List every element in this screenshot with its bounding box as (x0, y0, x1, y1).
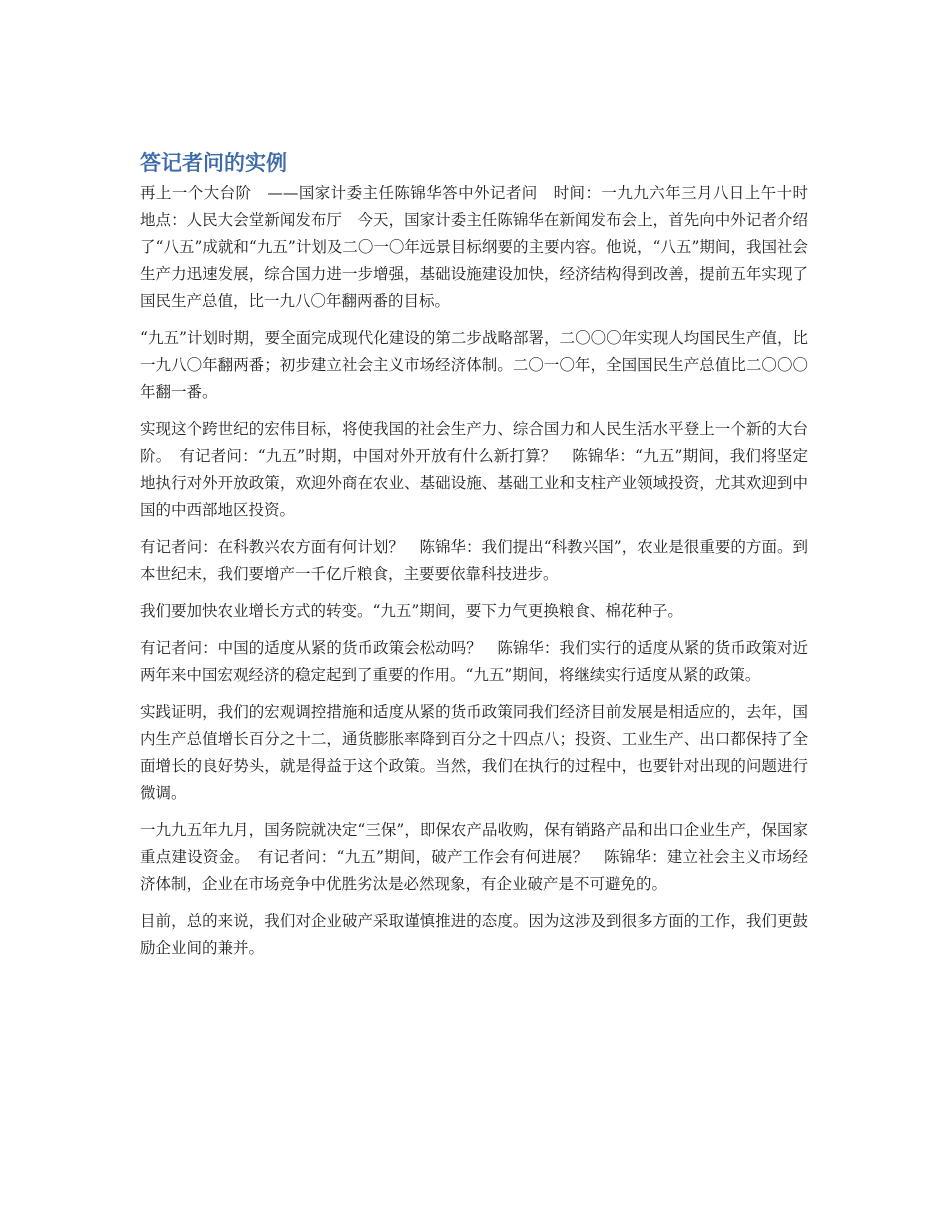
paragraph-2: “九五”计划时期，要全面完成现代化建设的第二步战略部署，二〇〇〇年实现人均国民生产值，比一九八〇年翻两番；初步建立社会主义市场经济体制。二〇一〇年，全国国民生产总值比二〇〇〇年翻一番。 (140, 329, 808, 401)
paragraph-5: 我们要加快农业增长方式的转变。“九五”期间，要下力气更换粮食、棉花种子。 (140, 602, 683, 620)
document-page (140, 148, 824, 972)
paragraph-9: 目前，总的来说，我们对企业破产采取谨慎推进的态度。因为这涉及到很多方面的工作，我们更鼓励企业间的兼并。 (140, 912, 808, 957)
paragraph-7: 实践证明，我们的宏观调控措施和适度从紧的货币政策同我们经济目前发展是相适应的，去年，国内生产总值增长百分之十二，通货膨胀率降到百分之十四点八；投资、工业生产、出口都保持了全面增长的良好势头，就是得益于这个政策。当然，我们在执行的过程中，也要针对出现的问题进行微调。 (140, 703, 808, 802)
paragraph-6: 有记者问：中国的适度从紧的货币政策会松动吗？ 陈锦华：我们实行的适度从紧的货币政策对近两年来中国宏观经济的稳定起到了重要的作用。“九五”期间，将继续实行适度从紧的政策。 (140, 639, 808, 684)
document-title: 答记者问的实例 (140, 151, 287, 175)
paragraph-1: 再上一个大台阶 ——国家计委主任陈锦华答中外记者问 时间：一九九六年三月八日上午十时 地点：人民大会堂新闻发布厅 今天，国家计委主任陈锦华在新闻发布会上，首先向中外记者介绍了“八五”成就和“九五”计划及二〇一〇年远景目标纲要的主要内容。他说，“八五”期间，我国社会生产力迅速发展，综合国力进一步增强，基础设施建设加快，经济结构得到改善，提前五年实现了国民生产总值，比一九八〇年翻两番的目标。 (140, 184, 824, 310)
paragraph-4: 有记者问：在科教兴农方面有何计划？ 陈锦华：我们提出“科教兴国”，农业是很重要的方面。到本世纪末，我们要增产一千亿斤粮食，主要要依靠科技进步。 (140, 538, 808, 583)
paragraph-8: 一九九五年九月，国务院就决定“三保”，即保农产品收购，保有销路产品和出口企业生产，保国家重点建设资金。 有记者问：“九五”期间，破产工作会有何进展？ 陈锦华：建立社会主义市场经济体制，企业在市场竞争中优胜劣汰是必然现象，有企业破产是不可避免的。 (140, 821, 808, 893)
paragraph-3: 实现这个跨世纪的宏伟目标，将使我国的社会生产力、综合国力和人民生活水平登上一个新的大台阶。 有记者问：“九五”时期，中国对外开放有什么新打算？ 陈锦华：“九五”期间，我们将坚定地执行对外开放政策，欢迎外商在农业、基础设施、基础工业和支柱产业领域投资，尤其欢迎到中国的中西部地区投资。 (140, 420, 808, 519)
